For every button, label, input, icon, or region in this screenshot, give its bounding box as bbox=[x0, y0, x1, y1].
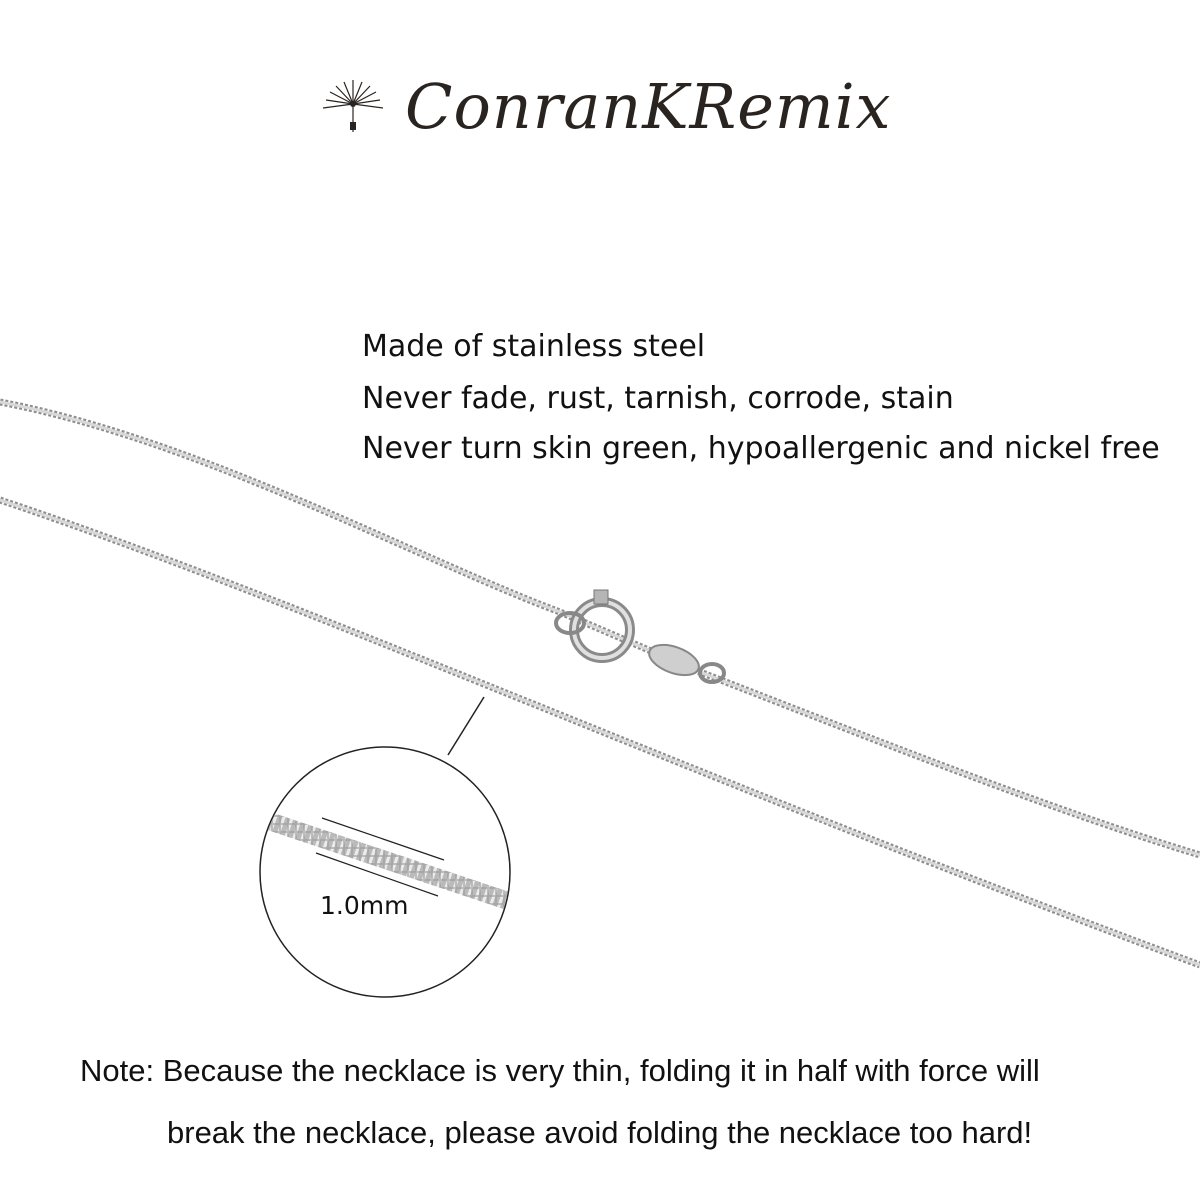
care-note bbox=[80, 1046, 1180, 1158]
feature-item: Never fade, rust, tarnish, corrode, stain bbox=[362, 381, 954, 416]
zoom-circle bbox=[260, 747, 510, 997]
chain-strand-lower bbox=[0, 500, 1200, 965]
care-note-line: Note: Because the necklace is very thin, folding it in half with force will bbox=[80, 1053, 1040, 1088]
brand-name: ConranKRemix bbox=[405, 70, 892, 143]
thickness-label: 1.0mm bbox=[320, 891, 409, 920]
feature-item: Never turn skin green, hypoallergenic and nickel free bbox=[362, 431, 1160, 466]
care-note-line: break the necklace, please avoid folding the necklace too hard! bbox=[167, 1115, 1033, 1150]
spring-ring-clasp bbox=[556, 590, 630, 658]
zoom-callout-line bbox=[448, 697, 484, 755]
feature-item: Made of stainless steel bbox=[362, 329, 706, 364]
